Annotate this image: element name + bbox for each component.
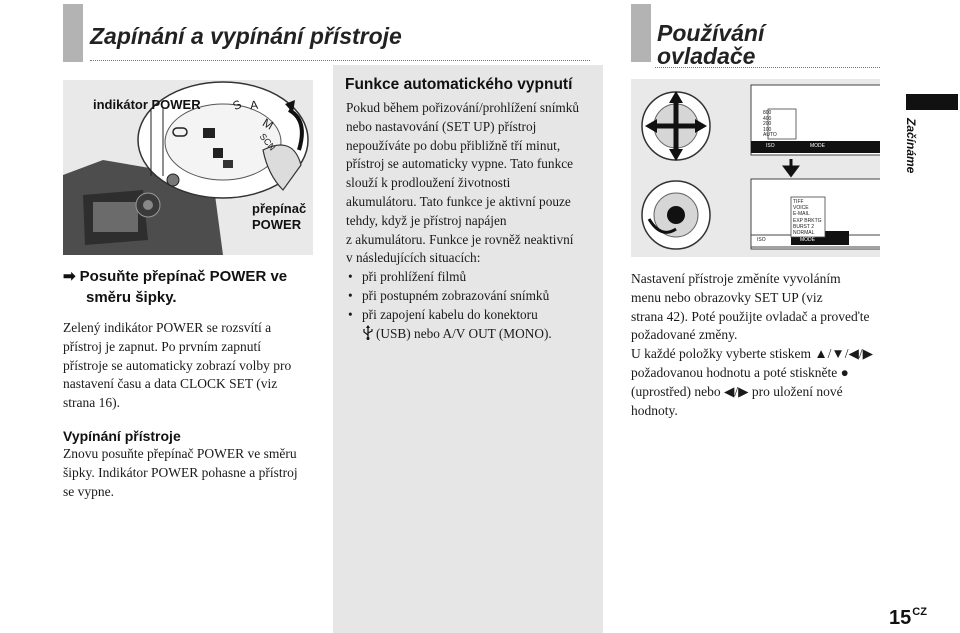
right-line: menu nebo obrazovky SET UP (viz	[631, 289, 823, 305]
info-line: v následujících situacích:	[346, 250, 481, 266]
menu-item: EXP BRKTG	[793, 217, 822, 224]
menu-item: VOICE	[793, 205, 809, 212]
info-line: Pokud během pořizování/prohlížení snímků	[346, 100, 580, 115]
dial-letter-m: M	[260, 115, 276, 133]
menu-item: 800	[763, 110, 772, 116]
off-line: se vypne.	[63, 483, 114, 499]
page-number-suffix: CZ	[912, 606, 927, 618]
top-menu-items	[763, 111, 777, 139]
right-paragraph	[631, 270, 883, 420]
menu-item: AUTO	[763, 132, 777, 138]
right-line: hodnoty.	[631, 402, 678, 418]
dial-letter-a: A	[249, 97, 259, 113]
chapter-tab	[906, 94, 958, 110]
control-button-instructions	[631, 270, 883, 420]
right-line: požadované změny.	[631, 327, 738, 343]
power-switch-label-line2: POWER	[252, 217, 302, 232]
step-arrow-icon: ➡	[63, 268, 76, 285]
usb-icon	[362, 325, 376, 346]
inactive-situations-list	[346, 268, 598, 324]
control-button-illustration	[631, 79, 880, 257]
menu-item: TIFF	[793, 199, 804, 205]
body-line: nastavení času a data CLOCK SET (viz	[63, 376, 278, 392]
info-line: akumulátoru. Tato funkce je aktivní pouze	[346, 193, 571, 209]
usb-line	[346, 325, 598, 346]
info-line: slouží k prodloužení životnosti	[346, 175, 511, 191]
list-item: • při prohlížení filmů	[346, 268, 598, 287]
menu-item: 400	[763, 115, 772, 122]
step-line1-text: Posuňte přepínač POWER ve	[79, 268, 288, 285]
menu-item: 100	[763, 126, 772, 133]
bottom-menu-bar-mode: MODE	[800, 237, 815, 243]
right-page-title	[657, 22, 764, 68]
power-switch-label-line1: přepínač	[252, 201, 307, 216]
auto-power-off-text	[346, 99, 598, 345]
dial-letter-s: S	[230, 96, 244, 114]
off-line: šipky. Indikátor POWER pohasne a přístroj	[63, 464, 298, 480]
right-line: (uprostřed) nebo ◀/▶ pro uložení nové	[631, 383, 843, 399]
right-line: požadovanou hodnotu a poté stiskněte ●	[631, 364, 849, 380]
left-page-title: Zapínání a vypínání přístroje	[90, 23, 402, 49]
chapter-tab-label: Začínáme	[904, 118, 918, 174]
page-number	[889, 606, 927, 630]
right-line: Nastavení přístroje změníte vyvoláním	[631, 271, 841, 286]
left-title-rule	[90, 60, 590, 61]
menu-item: BURST 2	[793, 223, 815, 230]
off-line: Znovu posuňte přepínač POWER ve směru	[63, 446, 297, 461]
page-number-value: 15	[889, 607, 912, 629]
power-off-description	[63, 445, 323, 501]
info-line: tehdy, když je přístroj napájen	[346, 212, 507, 228]
list-item: • při zapojení kabelu do konektoru	[346, 306, 598, 325]
list-item: • při postupném zobrazování snímků	[346, 287, 598, 306]
info-line: z akumulátoru. Funkce je rovněž neaktivní	[346, 231, 574, 247]
menu-item: E-MAIL	[793, 211, 810, 218]
step-line-1	[63, 266, 287, 287]
body-line: přístroj je zapnut. Po prvním zapnutí	[63, 338, 261, 354]
right-title-line2: ovladače	[657, 43, 756, 69]
info-paragraph	[346, 99, 598, 268]
body-line: přístroje se automaticky zobrazí volby pro	[63, 357, 292, 373]
bottom-menu-bar-iso: ISO	[757, 237, 766, 243]
info-line: nebo nastavování (SET UP) přístroj	[346, 118, 537, 134]
body-line: strana 16).	[63, 395, 120, 411]
right-line: strana 42). Poté použijte ovladač a proveďte	[631, 308, 870, 324]
top-menu-bar-iso: ISO	[766, 143, 775, 149]
auto-power-off-title: Funkce automatického vypnutí	[345, 76, 573, 93]
bottom-menu-items	[793, 199, 822, 236]
power-indicator-label: indikátor POWER	[93, 97, 201, 112]
menu-item: 200	[763, 121, 772, 127]
right-title-line1: Používání	[657, 20, 765, 46]
power-switch-label	[252, 201, 306, 233]
right-title-rule	[655, 67, 880, 68]
right-title-bar	[631, 4, 651, 62]
menu-item: NORMAL	[793, 230, 815, 237]
dial-letter-scn: SCN	[257, 131, 278, 153]
power-on-description	[63, 319, 323, 413]
top-menu-bar-mode: MODE	[810, 143, 825, 149]
step-heading	[63, 266, 287, 308]
usb-text: (USB) nebo A/V OUT (MONO).	[376, 325, 552, 341]
right-line: U každé položky vyberte stiskem ▲/▼/◀/▶	[631, 346, 874, 362]
step-line-2: směru šipky.	[86, 289, 177, 306]
info-line: nepoužíváte po dobu přibližně tří minut,	[346, 137, 561, 153]
power-off-heading: Vypínání přístroje	[63, 428, 181, 444]
left-title-bar	[63, 4, 83, 62]
body-line: Zelený indikátor POWER se rozsvítí a	[63, 320, 272, 335]
info-line: přístroj se automaticky vypne. Tato funkce	[346, 156, 574, 172]
control-button-figure	[631, 79, 880, 257]
